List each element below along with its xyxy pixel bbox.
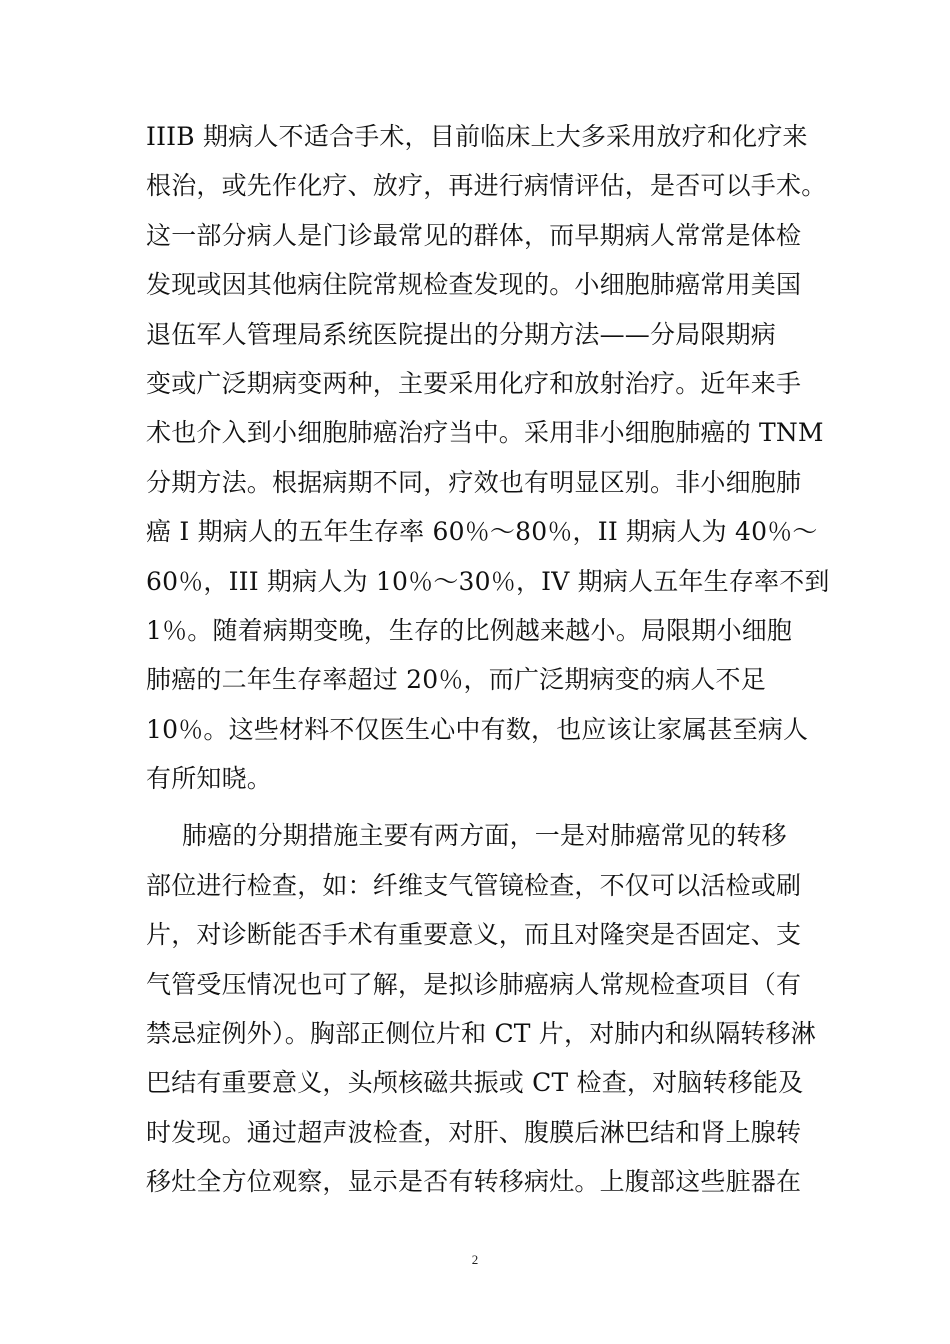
text-line: 术也介入到小细胞肺癌治疗当中。采用非小细胞肺癌的 TNM [146, 418, 824, 448]
text-line: 禁忌症例外）。胸部正侧位片和 CT 片，对肺内和纵隔转移淋 [146, 1019, 816, 1049]
text-line: 肺癌的二年生存率超过 20％，而广泛期病变的病人不足 [146, 665, 766, 695]
text-line: 有所知晓。 [146, 764, 273, 794]
text-line: 部位进行检查，如：纤维支气管镜检查，不仅可以活检或刷 [146, 870, 802, 900]
text-line: 时发现。通过超声波检查，对肝、腹膜后淋巴结和肾上腺转 [146, 1117, 802, 1147]
text-line: 60％，III 期病人为 10％～30％，IV 期病人五年生存率不到 [146, 566, 830, 596]
text-line: 巴结有重要意义，头颅核磁共振或 CT 检查，对脑转移能及 [146, 1068, 804, 1098]
text-line: 分期方法。根据病期不同，疗效也有明显区别。非小细胞肺 [146, 467, 802, 497]
text-line: 发现或因其他病住院常规检查发现的。小细胞肺癌常用美国 [146, 270, 802, 300]
text-line: 10％。这些材料不仅医生心中有数，也应该让家属甚至病人 [146, 714, 809, 744]
text-line: 这一部分病人是门诊最常见的群体，而早期病人常常是体检 [146, 220, 802, 250]
text-line: 根治，或先作化疗、放疗，再进行病情评估，是否可以手术。 [146, 171, 827, 201]
paragraph-1 [146, 112, 836, 803]
text-line: 肺癌的分期措施主要有两方面，一是对肺癌常见的转移 [182, 821, 787, 851]
body-text [146, 112, 836, 1207]
paragraph-2 [146, 811, 836, 1206]
text-line: 癌 I 期病人的五年生存率 60％～80％，II 期病人为 40％～ [146, 517, 818, 547]
page-number: 2 [471, 1252, 479, 1267]
text-line: 片，对诊断能否手术有重要意义，而且对隆突是否固定、支 [146, 920, 802, 950]
text-line: 移灶全方位观察，显示是否有转移病灶。上腹部这些脏器在 [146, 1167, 802, 1197]
text-line: IIIB 期病人不适合手术，目前临床上大多采用放疗和化疗来 [146, 122, 808, 151]
paragraph-gap [146, 803, 836, 811]
text-line: 退伍军人管理局系统医院提出的分期方法——分局限期病 [146, 319, 777, 349]
text-line: 1％。随着病期变晚，生存的比例越来越小。局限期小细胞 [146, 615, 793, 645]
text-line: 气管受压情况也可了解，是拟诊肺癌病人常规检查项目（有 [146, 969, 802, 999]
text-line: 变或广泛期病变两种，主要采用化疗和放射治疗。近年来手 [146, 368, 802, 398]
